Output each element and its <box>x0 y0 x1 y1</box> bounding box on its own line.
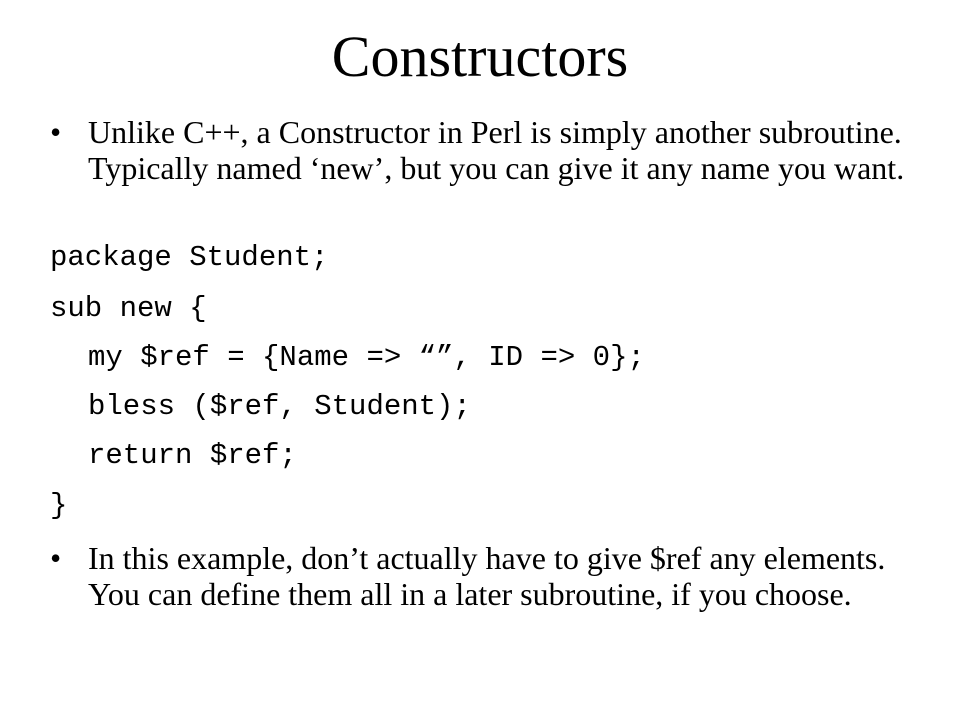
code-line: package Student; <box>50 241 329 274</box>
slide-title: Constructors <box>331 24 629 89</box>
bullet-text: Unlike C++, a Constructor in Perl is simply another subroutine. Typically named ‘new’, but you can give it any name you want. <box>88 114 905 186</box>
bullet-item <box>50 540 910 612</box>
bullet-text: In this example, don’t actually have to give $ref any elements. You can define them all in a later subroutine, if you choose. <box>88 540 886 612</box>
bullet-marker: • <box>50 114 62 150</box>
code-line: } <box>50 489 68 522</box>
bullet-marker: • <box>50 540 62 576</box>
code-line: return $ref; <box>88 439 297 472</box>
code-line: my $ref = {Name => “”, ID => 0}; <box>88 341 645 374</box>
bullet-item <box>50 114 910 186</box>
code-line: sub new { <box>50 292 207 325</box>
code-line: bless ($ref, Student); <box>88 390 471 423</box>
